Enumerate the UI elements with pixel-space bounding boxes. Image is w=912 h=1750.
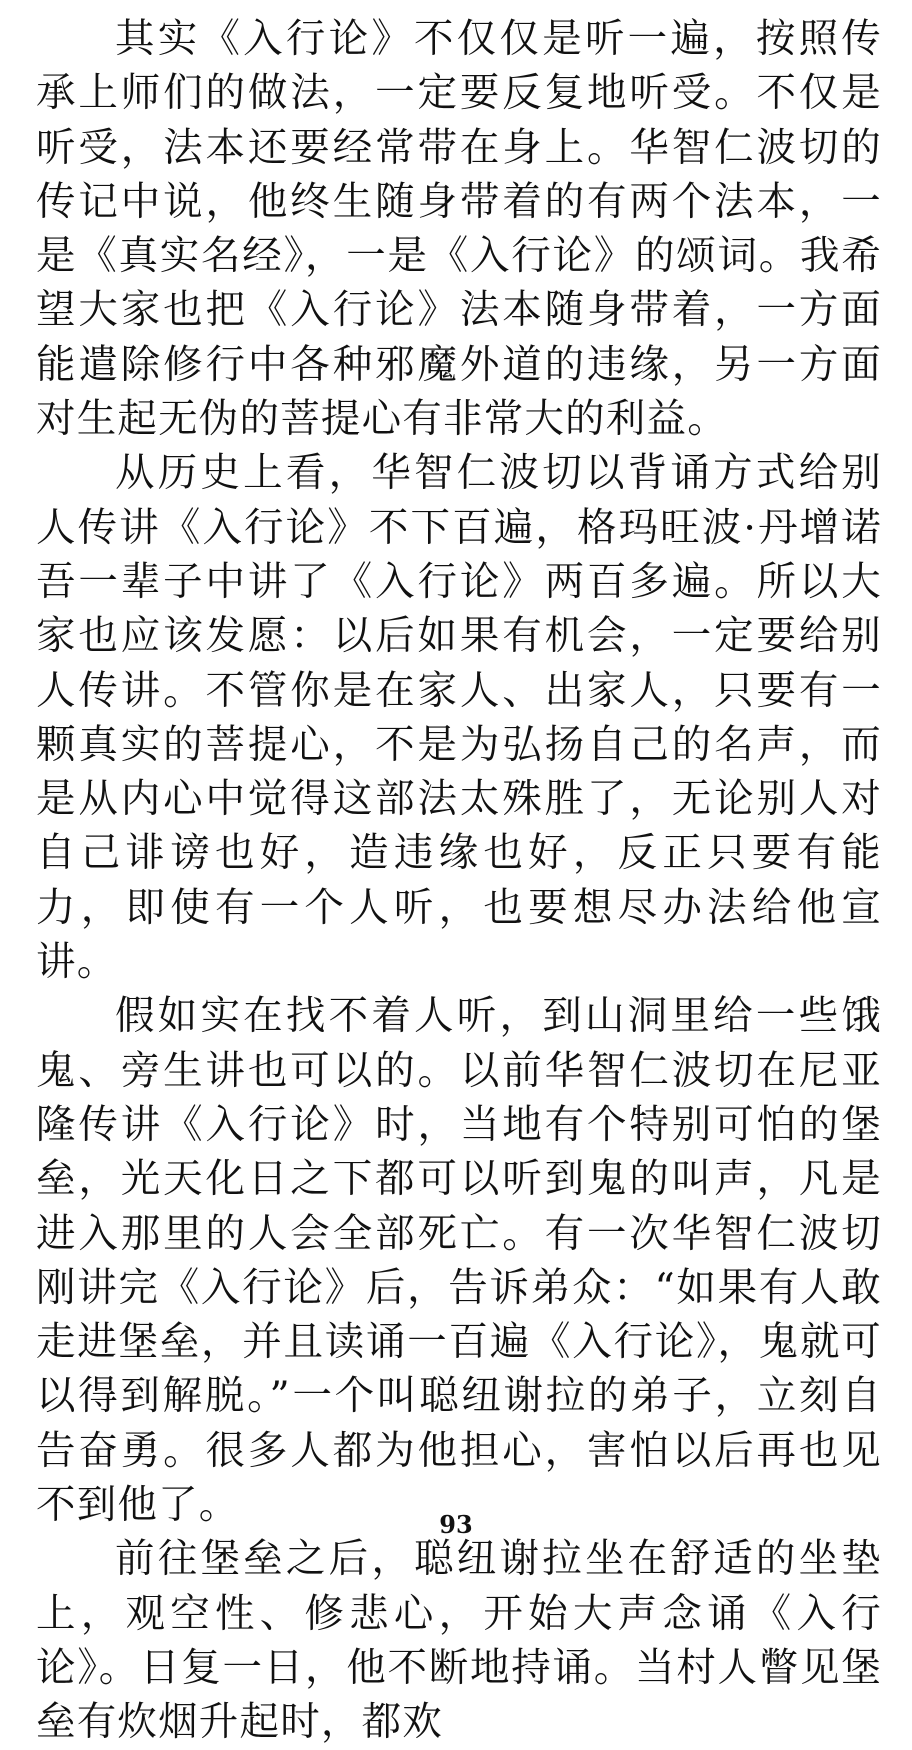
page-number: 93 (439, 1510, 473, 1539)
paragraph-2: 从历史上看，华智仁波切以背诵方式给别人传讲《入行论》不下百遍，格玛旺波·丹增诺吾一辈子中讲了《入行论》两百多遍。所以大家也应该发愿：以后如果有机会，一定要给别人传讲。不管你是在家人、出家人，只要有一颗真实的菩提心，不是为弘扬自己的名声，而是从内心中觉得这部法太殊胜了，无论别人对自己诽谤也好，造违缘也好，反正只要有能力，即使有一个人听，也要想尽办法给他宣讲。 (36, 450, 882, 986)
paragraph-4: 前往堡垒之后，聪纽谢拉坐在舒适的坐垫上，观空性、修悲心，开始大声念诵《入行论》。日复一日，他不断地持诵。当村人瞥见堡垒有炊烟升起时，都欢 (36, 1536, 882, 1746)
paragraph-1: 其实《入行论》不仅仅是听一遍，按照传承上师们的做法，一定要反复地听受。不仅是听受，法本还要经常带在身上。华智仁波切的传记中说，他终生随身带着的有两个法本，一是《真实名经》，一是《入行论》的颂词。我希望大家也把《入行论》法本随身带着，一方面能遣除修行中各种邪魔外道的违缘，另一方面对生起无伪的菩提心有非常大的利益。 (36, 16, 882, 443)
paragraph-3: 假如实在找不着人听，到山洞里给一些饿鬼、旁生讲也可以的。以前华智仁波切在尼亚隆传讲《入行论》时，当地有个特别可怕的堡垒，光天化日之下都可以听到鬼的叫声，凡是进入那里的人会全部死亡。有一次华智仁波切刚讲完《入行论》后，告诉弟众：“如果有人敢走进堡垒，并且读诵一百遍《入行论》，鬼就可以得到解脱。”一个叫聪纽谢拉的弟子，立刻自告奋勇。很多人都为他担心，害怕以后再也见不到他了。 (36, 993, 882, 1529)
